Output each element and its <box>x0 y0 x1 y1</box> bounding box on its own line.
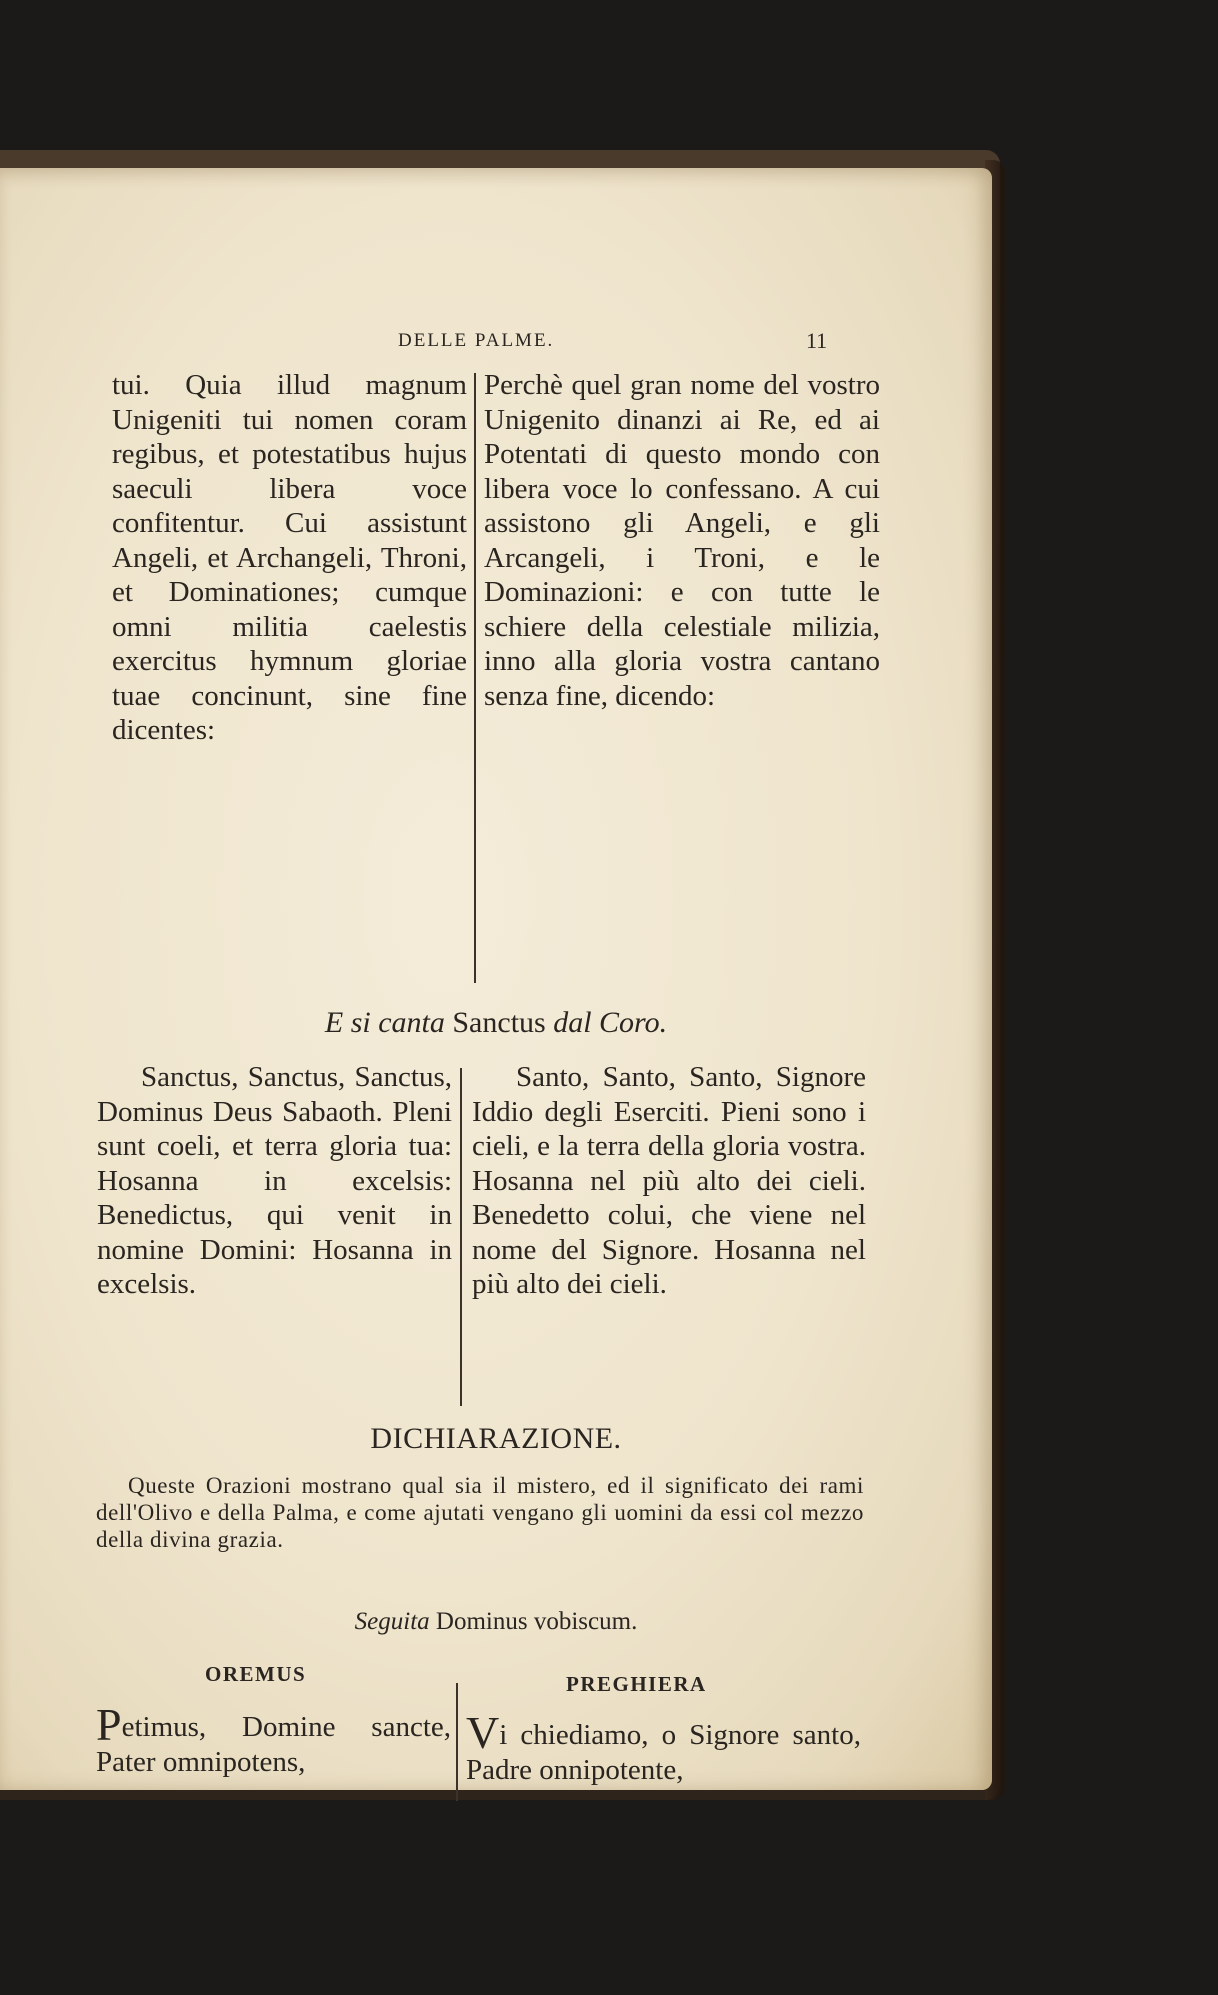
italian-text-1: Perchè quel gran nome del vostro Unigenito dinanzi ai Re, ed ai Potentati di questo mondo con libera voce lo confessano. A cui assistono gli Angeli, e gli Arcangeli, i Troni, e le Dominazioni: e con tutte le schiere della celestiale milizia, inno alla gloria vostra cantano senza fine, dicendo: <box>484 369 880 712</box>
latin-text-1: tui. Quia illud magnum Unigeniti tui nomen coram regibus, et potestatibus hujus saeculi libera voce confitentur. Cui assistunt Angeli, et Archangeli, Throni, et Dominationes; cumque omni militia caelestis exercitus hymnum gloriae tuae concinunt, sine fine dicentes: <box>112 369 467 746</box>
dichiarazione-note <box>96 1472 864 1553</box>
page-number: 11 <box>806 328 828 353</box>
seguita-part-1: Seguita <box>354 1608 430 1635</box>
oremus-heading: OREMUS <box>205 1662 307 1686</box>
column-rule-3 <box>456 1683 458 1801</box>
rubric-part-1: E si canta <box>324 1006 445 1039</box>
latin-column-1 <box>112 368 467 748</box>
running-head-title: DELLE PALME. <box>398 330 555 351</box>
seguita-part-2: Dominus vobiscum. <box>435 1608 638 1635</box>
latin-text-2: Sanctus, Sanctus, Sanctus, Dominus Deus Sabaoth. Pleni sunt coeli, et terra gloria tua: Hosanna in excelsis: Benedictus, qui venit in nomine Domini: Hosanna in excelsis. <box>97 1061 452 1300</box>
seguita-line <box>0 1608 992 1636</box>
latin-column-2 <box>97 1060 452 1302</box>
rubric-part-3: dal Coro. <box>553 1006 668 1039</box>
dichiarazione-text: Queste Orazioni mostrano qual sia il mistero, ed il significato dei rami dell'Olivo e della Palma, e come ajutati vengano gli uomini da essi col mezzo della divina grazia. <box>96 1473 864 1552</box>
italian-column-3 <box>466 1707 861 1787</box>
latin-initial: P <box>96 1699 122 1750</box>
italian-initial: V <box>466 1707 500 1758</box>
latin-text-3-rest: etimus, Domine sancte, Pater omnipotens, <box>96 1711 451 1778</box>
book-page <box>0 168 992 1790</box>
latin-column-3 <box>96 1699 451 1779</box>
preghiera-heading: PREGHIERA <box>566 1672 707 1696</box>
italian-text-2: Santo, Santo, Santo, Signore Iddio degli Eserciti. Pieni sono i cieli, e la terra della gloria vostra. Hosanna nel più alto dei cieli. Benedetto colui, che viene nel nome del Signore. Hosanna nel più alto dei cieli. <box>472 1061 866 1300</box>
italian-column-1 <box>484 368 880 713</box>
italian-text-3-rest: i chiediamo, o Signore santo, Padre onnipotente, <box>466 1719 861 1786</box>
italian-text-3 <box>466 1707 861 1787</box>
column-rule-1 <box>474 373 476 983</box>
column-rule-2 <box>460 1068 462 1406</box>
dichiarazione-heading: DICHIARAZIONE. <box>370 1422 622 1455</box>
running-head <box>0 330 992 360</box>
italian-column-2 <box>472 1060 866 1302</box>
rubric-part-2: Sanctus <box>452 1006 546 1039</box>
rubric-line <box>0 1006 992 1040</box>
latin-text-3 <box>96 1699 451 1779</box>
